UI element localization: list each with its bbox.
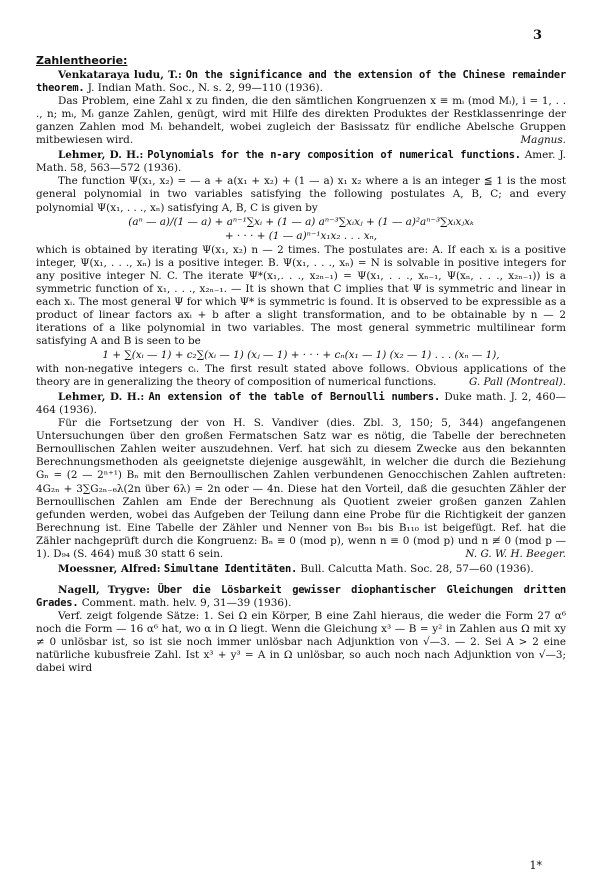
reviewer-name: N. G. W. H. Beeger. <box>465 547 566 560</box>
review-title: Simultane Identitäten. <box>163 562 298 575</box>
review-body: with non-negative integers cᵢ. The first result stated above follows. Obvious applications of the theory are in generalizing the theory of composition of numerical functions. <box>36 363 566 389</box>
review-body: The function Ψ(x₁, x₂) = — a + a(x₁ + x₂) + (1 — a) x₁ x₂ where a is an integer ≦ 1 is the most general polynomial in two variables satisfying the following postulates A, B, C; and every polynomial Ψ(x₁, . . ., xₙ) satisfying A, B, C is given by <box>36 175 566 214</box>
review-entry <box>36 69 566 147</box>
reviewer-name: G. Pall (Montreal). <box>468 376 566 389</box>
reviewer-name: Magnus. <box>520 134 566 147</box>
review-entry <box>36 584 566 675</box>
review-title: Polynomials for the n-ary composition of numerical functions. <box>147 149 521 162</box>
review-entry <box>36 563 566 576</box>
footer-mark: 1* <box>529 859 542 872</box>
page-number: 3 <box>532 28 542 43</box>
review-entry <box>36 149 566 389</box>
review-source: Duke math. J. 2, 460—464 (1936). <box>36 391 566 417</box>
review-source: Amer. J. Math. 58, 563—572 (1936). <box>36 149 566 175</box>
review-title: Über die Lösbarkeit gewisser diophantischer Gleichungen dritten Grades. <box>36 583 566 609</box>
review-body: Für die Fortsetzung der von H. S. Vandiver (dies. Zbl. 3, 150; 5, 344) angefangenen Untersuchungen über den großen Fermatschen Satz war es nötig, die Tabelle der berechneten Bernoullischen Zahlen weiter auszudehnen. Verf. hat sich zu diesem Zwecke aus den bekannten Berechnungsmethoden als geeignetste diejenige ausgewählt, in welcher die durch die Beziehung Gₙ = (2 — 2ⁿ⁺¹) Bₙ mit den Bernoullischen Zahlen verbundenen Genocchischen Zahlen auftreten: 4G₂ₙ + 3∑G₂ₙ₋₆λ(2n über 6λ) = 2n oder — 4n. Diese hat den Vorteil, daß die gesuchten Zähler der Bernoullischen Zahlen am Ende der Berechnung als Quotient zweier großen ganzen Zahlen gefunden werden, wobei das Aufgeben der Teilung dann eine Probe für die Richtigkeit der ganzen Berechnung ist. Eine Tabelle der Zähler und Nenner von B₉₁ bis B₁₁₀ ist beigefügt. Ref. hat die Zähler nachgeprüft durch die Kongruenz: Bₙ ≡ 0 (mod p), wenn n ≡ 0 (mod p) und n ≢ 0 (mod p — 1). D₉₄ (S. 464) muß 30 statt 6 sein. <box>36 417 566 560</box>
review-author: Venkataraya ludu, T.: <box>58 69 182 82</box>
review-body: which is obtained by iterating Ψ(x₁, x₂) n — 2 times. The postulates are: A. If each xᵢ is a positive integer, Ψ(x₁, . . ., xₙ) is a positive integer. B. Ψ(x₁, . . ., xₙ) = N is solvable in positive integers for any positive integer N. C. The iterate Ψ*(x₁,. . ., x₂ₙ₋₁) = Ψ(x₁, . . ., xₙ₋₁, Ψ(xₙ, . . ., x₂ₙ₋₁)) is a symmetric function of x₁, . . ., x₂ₙ₋₁. — It is shown that C implies that Ψ is symmetric and linear in each xᵢ. The most general Ψ for which Ψ* is symmetric is found. It is observed to be expressible as a product of linear factors axᵢ + b after a slight transformation, and to be obtainable by n — 2 iterations of a like polynomial in two variables. The most general symmetric multilinear form satisfying A and B is seen to be <box>36 243 566 347</box>
review-title: An extension of the table of Bernoulli numbers. <box>148 391 441 404</box>
review-author: Nagell, Trygve: <box>58 583 150 596</box>
review-entry <box>36 391 566 561</box>
formula: (aⁿ — a)/(1 — a) + aⁿ⁻¹∑xᵢ + (1 — a) aⁿ⁻³∑xᵢxⱼ + (1 — a)²aⁿ⁻³∑xᵢxⱼxₖ <box>128 215 474 228</box>
review-source: J. Indian Math. Soc., N. s. 2, 99—110 (1936). <box>87 82 323 95</box>
review-source: Comment. math. helv. 9, 31—39 (1936). <box>81 596 292 609</box>
review-author: Lehmer, D. H.: <box>58 149 144 162</box>
review-source: Bull. Calcutta Math. Soc. 28, 57—60 (1936). <box>300 562 534 575</box>
formula: 1 + ∑(xᵢ — 1) + c₂∑(xᵢ — 1) (xⱼ — 1) + · · · + cₙ(x₁ — 1) (x₂ — 1) . . . (xₙ — 1), <box>102 349 500 362</box>
review-title: On the significance and the extension of the Chinese remainder theorem. <box>36 69 567 95</box>
review-author: Lehmer, D. H.: <box>58 391 145 404</box>
section-heading: Zahlentheorie: <box>36 54 128 67</box>
review-author: Moessner, Alfred: <box>58 562 161 575</box>
review-column <box>36 54 566 675</box>
review-body: Verf. zeigt folgende Sätze: 1. Sei Ω ein Körper, B eine Zahl hieraus, die weder die Form 27 α⁶ noch die Form — 16 α⁶ hat, wo α in Ω liegt. Wenn die Gleichung x³ — B = y² in Zahlen aus Ω mit xy ≠ 0 unlösbar ist, so ist sie noch immer unlösbar nach Adjunktion von √—3. — 2. Sei A > 2 eine natürliche kubusfreie Zahl. Ist x³ + y³ = A in Ω unlösbar, so auch noch nach Adjunktion von √—3; dabei wird <box>36 609 566 675</box>
formula: + · · · + (1 — a)ⁿ⁻¹x₁x₂ . . . xₙ, <box>224 229 378 242</box>
review-body: Das Problem, eine Zahl x zu finden, die den sämtlichen Kongruenzen x ≡ mᵢ (mod Mᵢ), i = 1, . . ., n; mᵢ, Mᵢ ganze Zahlen, genügt, wird mit Hilfe des direkten Produktes der Restklassenringe der ganzen Zahlen mod Mᵢ behandelt, wobei zugleich der Basissatz für endliche Abelsche Gruppen mitbewiesen wird. <box>36 95 566 147</box>
